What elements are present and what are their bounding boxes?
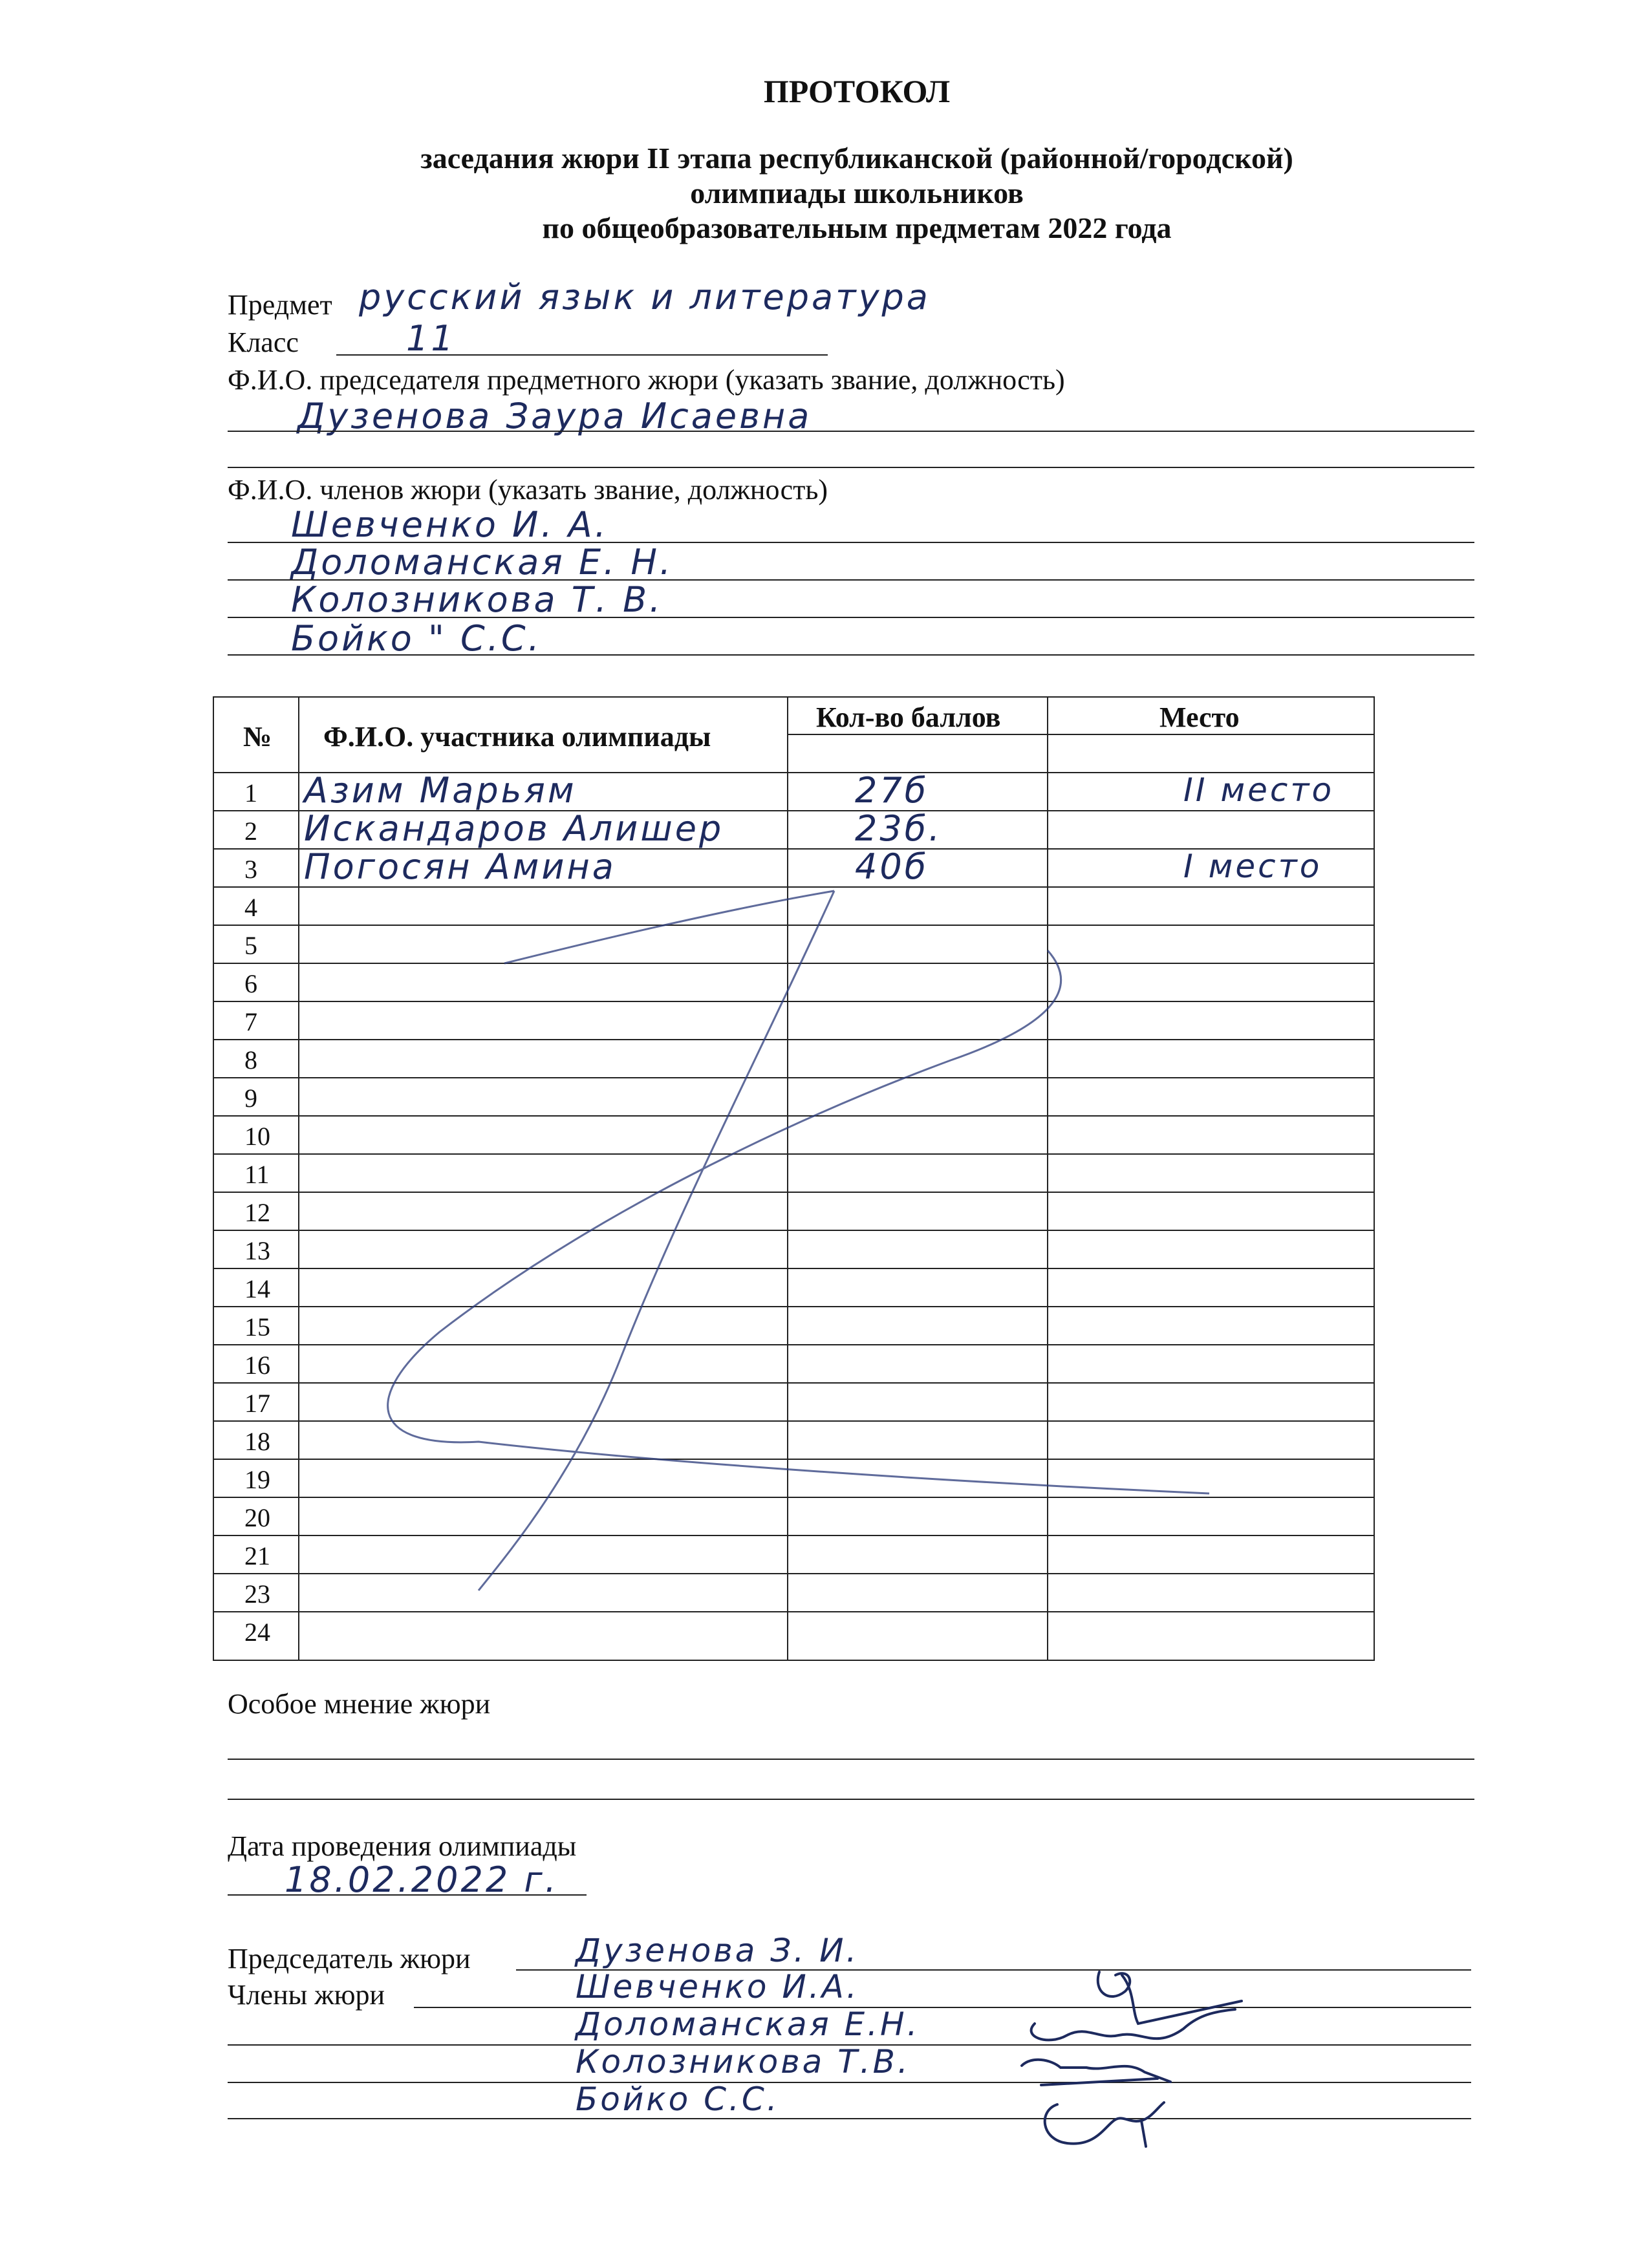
opinion-line-1 — [228, 1759, 1474, 1760]
sign-member-1: Шевченко И.А. — [576, 1968, 859, 2006]
sign-member-line-1 — [414, 2007, 1471, 2008]
row-number: 24 — [244, 1618, 270, 1647]
chair-value: Дузенова Заура Исаевна — [297, 396, 812, 436]
row-number: 17 — [244, 1389, 270, 1418]
row-number: 21 — [244, 1541, 270, 1570]
participant-score: 27б — [855, 770, 929, 811]
row-number: 11 — [244, 1160, 270, 1189]
sign-chair-value: Дузенова З. И. — [576, 1932, 859, 1969]
member-4: Бойко " С.С. — [291, 618, 542, 659]
opinion-label: Особое мнение жюри — [228, 1688, 491, 1720]
row-number: 19 — [244, 1465, 270, 1494]
class-label: Класс — [228, 326, 299, 358]
participant-name: Искандаров Алишер — [304, 808, 724, 849]
subject-label: Предмет — [228, 289, 332, 321]
member-2: Доломанская Е. Н. — [291, 542, 674, 583]
sign-member-line-3 — [228, 2082, 1471, 2083]
participant-place: I место — [1183, 848, 1322, 885]
members-label: Ф.И.О. членов жюри (указать звание, должность) — [228, 474, 828, 506]
signatures-scribbles — [996, 1952, 1267, 2159]
row-number: 18 — [244, 1427, 270, 1456]
subject-value: русский язык и литература — [359, 277, 931, 317]
row-number: 8 — [244, 1045, 257, 1075]
row-number: 14 — [244, 1274, 270, 1303]
date-underline — [228, 1894, 587, 1896]
sign-member-line-4 — [228, 2118, 1471, 2119]
row-number: 9 — [244, 1084, 257, 1113]
col-header-place: Место — [1159, 701, 1240, 733]
row-number: 6 — [244, 969, 257, 998]
participant-place: II место — [1183, 771, 1335, 809]
row-number: 3 — [244, 855, 257, 884]
opinion-line-2 — [228, 1799, 1474, 1800]
row-number: 10 — [244, 1122, 270, 1151]
row-number: 15 — [244, 1312, 270, 1342]
row-number: 23 — [244, 1579, 270, 1609]
participant-score: 40б — [855, 846, 929, 887]
sign-member-2: Доломанская Е.Н. — [576, 2006, 920, 2043]
sign-member-4: Бойко С.С. — [576, 2081, 780, 2118]
member-3: Колозникова Т. В. — [291, 579, 663, 620]
page-title: ПРОТОКОЛ — [763, 73, 951, 109]
col-header-num: № — [243, 721, 272, 753]
participant-score: 23б. — [855, 808, 943, 849]
strike-through-mark — [388, 891, 1209, 1590]
row-number: 2 — [244, 817, 257, 846]
participant-name: Азим Марьям — [304, 770, 577, 811]
row-number: 12 — [244, 1198, 270, 1227]
row-number: 20 — [244, 1503, 270, 1532]
row-number: 5 — [244, 931, 257, 960]
chair-label: Ф.И.О. председателя предметного жюри (указать звание, должность) — [228, 364, 1065, 396]
row-number: 1 — [244, 778, 257, 808]
date-value: 18.02.2022 г. — [285, 1859, 559, 1900]
sign-member-3: Колозникова Т.В. — [576, 2043, 911, 2081]
subtitle-line-1: заседания жюри II этапа республиканской (районной/городской) — [420, 142, 1293, 175]
participant-name: Погосян Амина — [304, 846, 616, 887]
row-number: 7 — [244, 1007, 257, 1036]
subtitle-line-2: олимпиады школьников — [690, 177, 1024, 209]
date-label: Дата проведения олимпиады — [228, 1830, 577, 1862]
row-number: 16 — [244, 1351, 270, 1380]
class-value: 11 — [406, 318, 456, 359]
row-number: 4 — [244, 893, 257, 922]
col-header-score: Кол-во баллов — [816, 701, 1001, 733]
sign-chair-label: Председатель жюри — [228, 1943, 471, 1974]
col-header-name: Ф.И.О. участника олимпиады — [323, 721, 711, 753]
row-number: 13 — [244, 1236, 270, 1265]
member-1: Шевченко И. А. — [291, 504, 609, 545]
sign-members-label: Члены жюри — [228, 1979, 385, 2011]
subtitle-line-3: по общеобразовательным предметам 2022 года — [542, 211, 1172, 244]
